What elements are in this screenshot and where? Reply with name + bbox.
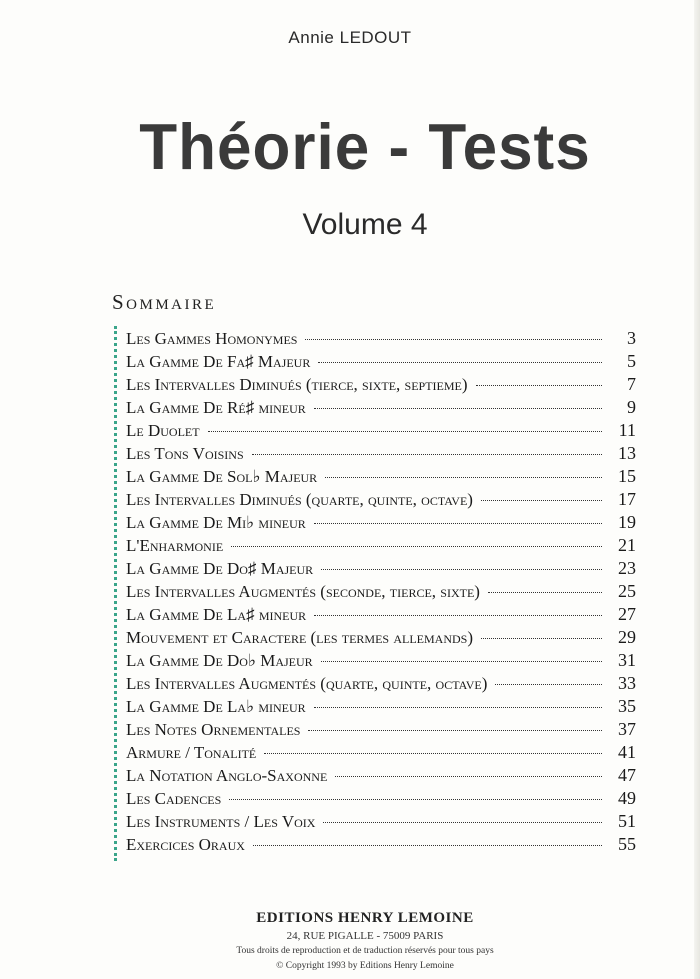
toc-leader — [495, 684, 602, 685]
toc-entry — [126, 489, 636, 512]
volume-label: Volume 4 — [302, 208, 428, 241]
toc-entry-title: La Gamme De La♯ mineur — [126, 605, 307, 624]
toc-entry-title: Les Intervalles Augmentés (seconde, tierce, sixte) — [126, 582, 480, 601]
toc-entry-page: 37 — [618, 719, 636, 739]
toc-entry — [126, 581, 636, 604]
toc-entry-title: Les Tons Voisins — [126, 444, 244, 463]
toc-entry-page: 47 — [618, 765, 636, 785]
toc-entry — [126, 788, 636, 811]
toc-entry — [126, 604, 636, 627]
toc-leader — [314, 523, 602, 524]
toc-leader — [325, 477, 602, 478]
toc-leader — [314, 408, 602, 409]
toc-leader — [476, 385, 602, 386]
toc-leader — [253, 845, 602, 846]
toc-entry-page: 31 — [618, 650, 636, 670]
toc-entry-title: La Gamme De La♭ mineur — [126, 697, 306, 716]
toc-dotted-rule — [114, 326, 117, 861]
toc-entry-title: Les Gammes Homonymes — [126, 329, 298, 348]
toc-leader — [229, 799, 602, 800]
toc-entry-page: 7 — [627, 374, 636, 394]
toc-leader — [231, 546, 602, 547]
toc-entry-title: Les Notes Ornementales — [126, 720, 301, 739]
toc-entry — [126, 650, 636, 673]
toc-entry-title: Les Cadences — [126, 789, 222, 808]
toc-entry — [126, 420, 636, 443]
toc-entry-page: 15 — [618, 466, 636, 486]
toc-entry-page: 21 — [618, 535, 636, 555]
toc-entry-title: Mouvement et Caractere (les termes allemands) — [126, 628, 474, 647]
toc-leader — [264, 753, 602, 754]
toc-entry-page: 29 — [618, 627, 636, 647]
toc-leader — [481, 500, 602, 501]
toc-entry-title: La Notation Anglo-Saxonne — [126, 766, 328, 785]
toc-leader — [314, 707, 602, 708]
toc-entry — [126, 443, 636, 466]
toc-entry-title: Le Duolet — [126, 421, 200, 440]
toc-leader — [308, 730, 602, 731]
toc-leader — [481, 638, 602, 639]
toc-entry-page: 5 — [627, 351, 636, 371]
toc-entry-page: 55 — [618, 834, 636, 854]
toc-entry-title: Les Intervalles Diminués (quarte, quinte, octave) — [126, 490, 473, 509]
toc-entry — [126, 351, 636, 374]
toc-entry — [126, 558, 636, 581]
toc-entry — [126, 512, 636, 535]
toc-entry — [126, 765, 636, 788]
toc-entry-page: 35 — [618, 696, 636, 716]
toc-leader — [488, 592, 602, 593]
toc-entry-title: La Gamme De Sol♭ Majeur — [126, 467, 318, 486]
publisher-address: 24, RUE PIGALLE - 75009 PARIS — [286, 930, 444, 942]
toc-entry-page: 3 — [627, 328, 636, 348]
toc-entry — [126, 627, 636, 650]
publisher-name: EDITIONS HENRY LEMOINE — [256, 910, 474, 926]
toc-leader — [335, 776, 602, 777]
toc-leader — [252, 454, 602, 455]
toc-entry-page: 27 — [618, 604, 636, 624]
toc-entry — [126, 397, 636, 420]
toc-entry — [126, 673, 636, 696]
toc-entry-page: 9 — [627, 397, 636, 417]
toc-entry-page: 13 — [618, 443, 636, 463]
table-of-contents — [126, 328, 636, 857]
toc-entry-title: La Gamme De Ré♯ mineur — [126, 398, 306, 417]
toc-entry — [126, 466, 636, 489]
toc-entry-page: 25 — [618, 581, 636, 601]
toc-entry-page: 19 — [618, 512, 636, 532]
toc-entry — [126, 811, 636, 834]
toc-entry-page: 17 — [618, 489, 636, 509]
toc-entry-title: La Gamme De Fa♯ Majeur — [126, 352, 311, 371]
toc-entry — [126, 719, 636, 742]
book-title: Théorie - Tests — [139, 111, 591, 184]
author-name: Annie LEDOUT — [288, 28, 412, 47]
toc-leader — [323, 822, 602, 823]
toc-entry-page: 23 — [618, 558, 636, 578]
copyright-notice: © Copyright 1993 by Editions Henry Lemoine — [276, 961, 454, 971]
toc-entry-page: 41 — [618, 742, 636, 762]
toc-entry-title: Les Intervalles Diminués (tierce, sixte, septieme) — [126, 375, 468, 394]
toc-entry — [126, 834, 636, 857]
toc-entry-page: 33 — [618, 673, 636, 693]
toc-entry-title: Exercices Oraux — [126, 835, 245, 854]
toc-entry-title: Les Instruments / Les Voix — [126, 812, 316, 831]
toc-entry-page: 49 — [618, 788, 636, 808]
toc-entry-title: Armure / Tonalité — [126, 743, 257, 762]
toc-entry — [126, 696, 636, 719]
toc-heading: Sommaire — [112, 290, 217, 314]
toc-leader — [318, 362, 602, 363]
toc-entry-title: Les Intervalles Augmentés (quarte, quinte, octave) — [126, 674, 488, 693]
toc-entry-title: L'Enharmonie — [126, 536, 224, 555]
toc-leader — [321, 661, 602, 662]
toc-entry-title: La Gamme De Mi♭ mineur — [126, 513, 306, 532]
toc-leader — [208, 431, 602, 432]
toc-leader — [321, 569, 602, 570]
toc-leader — [314, 615, 602, 616]
toc-entry — [126, 374, 636, 397]
toc-entry-title: La Gamme De Do♭ Majeur — [126, 651, 313, 670]
toc-leader — [305, 339, 602, 340]
toc-entry — [126, 328, 636, 351]
rights-notice: Tous droits de reproduction et de traduction réservés pour tous pays — [236, 946, 494, 956]
toc-entry-page: 51 — [618, 811, 636, 831]
toc-entry-title: La Gamme De Do♯ Majeur — [126, 559, 314, 578]
toc-entry-page: 11 — [618, 420, 636, 440]
toc-entry — [126, 742, 636, 765]
toc-entry — [126, 535, 636, 558]
